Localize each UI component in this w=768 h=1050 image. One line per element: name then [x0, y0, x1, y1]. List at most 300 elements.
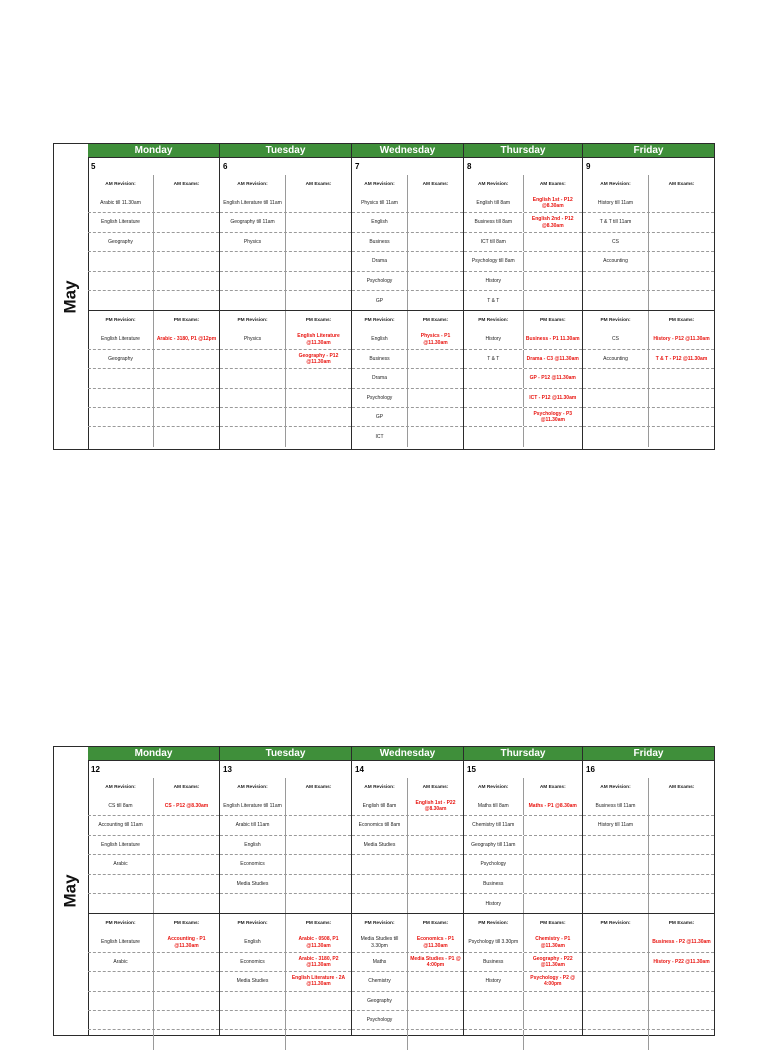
exam-cell: Geography - P12 @11.30am [298, 352, 339, 365]
schedule-row [464, 194, 582, 213]
am-exams-header: AM Exams: [668, 181, 695, 187]
exam-cell [408, 213, 463, 231]
schedule-row [583, 233, 714, 252]
am-slots [583, 194, 714, 310]
exam-cell: English 2nd - P12 @8.30am [531, 216, 574, 229]
pm-slots [352, 330, 463, 446]
exam-cell [524, 894, 583, 913]
schedule-row [583, 836, 714, 855]
schedule-row [352, 194, 463, 213]
exam-cell [649, 875, 714, 893]
schedule-row [464, 1011, 582, 1030]
revision-cell: History [464, 330, 524, 348]
exam-cell [649, 194, 714, 212]
exam-cell [649, 272, 714, 290]
pm-exams-header: PM Exams: [668, 920, 695, 926]
schedule-row [583, 272, 714, 291]
am-slots [220, 194, 351, 310]
date-number: 9 [586, 162, 591, 171]
schedule-row [583, 1011, 714, 1030]
schedule-row [88, 816, 219, 835]
date-number: 14 [355, 765, 364, 774]
schedule-row [583, 194, 714, 213]
day-header: Monday [88, 747, 219, 761]
exam-cell [524, 1030, 583, 1049]
schedule-row [352, 933, 463, 952]
revision-cell [220, 408, 286, 426]
pm-exams-header: PM Exams: [305, 317, 332, 323]
schedule-row [88, 330, 219, 349]
revision-cell [583, 1011, 649, 1029]
am-exams-header: AM Exams: [539, 181, 566, 187]
schedule-row [88, 194, 219, 213]
schedule-row [352, 953, 463, 972]
schedule-row [464, 389, 582, 408]
schedule-row [220, 389, 351, 408]
revision-cell [583, 933, 649, 951]
schedule-row [583, 369, 714, 388]
revision-cell [220, 894, 286, 913]
pm-slots [88, 933, 219, 1049]
revision-cell [88, 389, 154, 407]
exam-cell: Arabic - 3180, P2 @11.30am [298, 955, 339, 968]
revision-cell: English Literature till 11am [220, 194, 286, 212]
revision-cell: History [464, 972, 524, 990]
schedule-row [220, 972, 351, 991]
revision-cell: Economics till 8am [352, 816, 408, 834]
exam-cell [408, 350, 463, 368]
schedule-row [88, 992, 219, 1011]
revision-cell: GP [352, 408, 408, 426]
pm-slots [583, 330, 714, 446]
pm-header-row [352, 311, 463, 330]
date-number: 6 [223, 162, 228, 171]
revision-cell [583, 369, 649, 387]
revision-cell: T & T till 11am [583, 213, 649, 231]
revision-cell: Media Studies [220, 972, 286, 990]
day-column-monday [88, 747, 220, 1035]
am-header-row [464, 175, 582, 194]
exam-cell [524, 816, 583, 834]
week-table [53, 143, 715, 450]
am-header-row [464, 778, 582, 797]
am-slots [352, 797, 463, 913]
pm-exams-header: PM Exams: [422, 317, 449, 323]
schedule-row [220, 369, 351, 388]
exam-cell [649, 797, 714, 815]
revision-cell [88, 291, 154, 310]
exam-cell: Psychology - P2 @ 4:00pm [530, 975, 576, 988]
schedule-row [352, 389, 463, 408]
exam-cell [286, 816, 351, 834]
schedule-row [583, 855, 714, 874]
exam-cell [286, 369, 351, 387]
revision-cell: Psychology [352, 1011, 408, 1029]
revision-cell: Psychology till 8am [464, 252, 524, 270]
am-revision-header: AM Revision: [88, 175, 154, 194]
am-slots [88, 194, 219, 310]
schedule-row [464, 369, 582, 388]
exam-cell [286, 389, 351, 407]
exam-cell [408, 894, 463, 913]
schedule-row [220, 933, 351, 952]
day-column-thursday [464, 144, 583, 449]
pm-revision-header: PM Revision: [464, 311, 524, 330]
revision-cell [88, 894, 154, 913]
date-number: 15 [467, 765, 476, 774]
exam-cell [286, 194, 351, 212]
exam-cell: Drama - C3 @11.30am [526, 355, 579, 362]
schedule-row [583, 1030, 714, 1049]
exam-cell [524, 272, 583, 290]
day-header: Friday [583, 144, 714, 158]
exam-cell: Geography - P22 @11.30am [532, 955, 573, 968]
exam-cell [524, 427, 583, 446]
schedule-row [220, 1030, 351, 1049]
exam-cell: CS - P12 @8.30am [164, 803, 209, 810]
revision-cell: Media Studies till 3.30pm [352, 933, 408, 951]
exam-cell [408, 194, 463, 212]
schedule-row [464, 992, 582, 1011]
schedule-row [464, 953, 582, 972]
revision-cell [583, 427, 649, 446]
exam-cell [286, 1030, 351, 1049]
schedule-row [464, 350, 582, 369]
revision-cell: Psychology till 3.30pm [464, 933, 524, 951]
exam-cell [649, 427, 714, 446]
days-row [88, 747, 714, 1035]
revision-cell: Geography [88, 233, 154, 251]
exam-cell [154, 408, 219, 426]
pm-slots [464, 330, 582, 446]
revision-cell [88, 427, 154, 446]
exam-cell [524, 855, 583, 873]
schedule-row [220, 408, 351, 427]
pm-header-row [464, 914, 582, 933]
exam-cell [649, 992, 714, 1010]
exam-cell [154, 836, 219, 854]
exam-cell [286, 797, 351, 815]
revision-cell [220, 291, 286, 310]
am-header-row [220, 175, 351, 194]
am-revision-header: AM Revision: [464, 175, 524, 194]
revision-cell: Business [464, 875, 524, 893]
am-header-row [220, 778, 351, 797]
schedule-row [464, 408, 582, 427]
revision-cell [352, 1030, 408, 1049]
exam-cell [154, 972, 219, 990]
day-header: Wednesday [352, 144, 463, 158]
revision-cell [220, 272, 286, 290]
exam-cell [649, 894, 714, 913]
pm-header-row [583, 914, 714, 933]
exam-cell [408, 1011, 463, 1029]
revision-cell: Physics [220, 233, 286, 251]
exam-cell [286, 272, 351, 290]
schedule-row [352, 233, 463, 252]
schedule-row [352, 291, 463, 310]
schedule-row [220, 816, 351, 835]
schedule-row [464, 1030, 582, 1049]
am-revision-header: AM Revision: [220, 778, 286, 797]
schedule-row [88, 933, 219, 952]
revision-cell [583, 272, 649, 290]
revision-cell [583, 836, 649, 854]
date-number: 12 [91, 765, 100, 774]
pm-revision-header: PM Revision: [88, 914, 154, 933]
am-slots [583, 797, 714, 913]
revision-cell [88, 408, 154, 426]
schedule-row [88, 836, 219, 855]
pm-exams-header: PM Exams: [539, 317, 566, 323]
revision-cell: Psychology [464, 855, 524, 873]
day-header: Wednesday [352, 747, 463, 761]
revision-cell [464, 1030, 524, 1049]
exam-cell [408, 1030, 463, 1049]
exam-cell: Economics - P1 @11.30am [416, 936, 455, 949]
exam-cell: History - P12 @11.30am [653, 336, 710, 343]
exam-cell [286, 875, 351, 893]
schedule-row [88, 369, 219, 388]
exam-cell [524, 291, 583, 310]
schedule-row [583, 330, 714, 349]
pm-header-row [220, 914, 351, 933]
revision-cell: English Literature till 11am [220, 797, 286, 815]
exam-cell [286, 992, 351, 1010]
pm-exams-header: PM Exams: [668, 317, 695, 323]
revision-cell: ICT till 8am [464, 233, 524, 251]
schedule-row [220, 213, 351, 232]
pm-exams-header: PM Exams: [422, 920, 449, 926]
exam-cell: ICT - P12 @11.30am [529, 394, 577, 401]
exam-cell [408, 875, 463, 893]
exam-cell: Business - P1 11.30am [525, 336, 580, 343]
am-exams-header: AM Exams: [422, 181, 449, 187]
month-label-cell [54, 747, 89, 1035]
pm-revision-header: PM Revision: [352, 914, 408, 933]
pm-header-row [88, 914, 219, 933]
exam-cell [286, 252, 351, 270]
schedule-row [352, 855, 463, 874]
exam-cell [649, 389, 714, 407]
schedule-row [464, 330, 582, 349]
exam-cell: English 1st - P22 @8.30am [415, 799, 456, 813]
schedule-row [220, 894, 351, 913]
exam-cell [649, 1011, 714, 1029]
revision-cell: Accounting [583, 252, 649, 270]
schedule-row [88, 389, 219, 408]
revision-cell: History till 11am [583, 816, 649, 834]
schedule-row [88, 855, 219, 874]
exam-cell [408, 855, 463, 873]
exam-cell [408, 291, 463, 310]
exam-cell [524, 992, 583, 1010]
month-label: May [60, 279, 80, 314]
schedule-row [583, 816, 714, 835]
pm-slots [220, 933, 351, 1049]
revision-cell: Arabic [88, 855, 154, 873]
revision-cell: English Literature [88, 836, 154, 854]
day-header: Friday [583, 747, 714, 761]
day-header: Tuesday [220, 144, 351, 158]
exam-cell [649, 252, 714, 270]
exam-cell [286, 855, 351, 873]
schedule-row [583, 389, 714, 408]
schedule-row [464, 427, 582, 446]
exam-cell [408, 427, 463, 446]
revision-cell [220, 427, 286, 446]
exam-cell: Media Studies - P1 @ 4:00pm [410, 955, 461, 968]
exam-cell [154, 953, 219, 971]
revision-cell: Psychology [352, 272, 408, 290]
revision-cell: Business till 8am [464, 213, 524, 231]
schedule-row [464, 894, 582, 913]
schedule-row [220, 855, 351, 874]
pm-exams-header: PM Exams: [173, 317, 200, 323]
revision-cell [583, 291, 649, 310]
revision-cell [220, 1011, 286, 1029]
schedule-row [220, 291, 351, 310]
exam-cell: Arabic - 3180, P1 @12pm [156, 336, 217, 343]
am-revision-header: AM Revision: [352, 778, 408, 797]
revision-cell [88, 369, 154, 387]
day-header: Monday [88, 144, 219, 158]
revision-cell [88, 875, 154, 893]
schedule-row [352, 797, 463, 816]
schedule-row [88, 408, 219, 427]
exam-cell [286, 291, 351, 310]
revision-cell: Economics [220, 855, 286, 873]
exam-cell [649, 972, 714, 990]
revision-cell: Accounting till 11am [88, 816, 154, 834]
revision-cell: Business till 11am [583, 797, 649, 815]
schedule-row [88, 875, 219, 894]
revision-cell: Business [352, 350, 408, 368]
revision-cell [583, 875, 649, 893]
revision-cell [352, 894, 408, 913]
date-number: 16 [586, 765, 595, 774]
exam-cell [154, 213, 219, 231]
revision-cell: English [220, 933, 286, 951]
am-header-row [88, 175, 219, 194]
revision-cell: History till 11am [583, 194, 649, 212]
am-revision-header: AM Revision: [464, 778, 524, 797]
week-table [53, 746, 715, 1036]
schedule-row [220, 330, 351, 349]
revision-cell: Maths till 8am [464, 797, 524, 815]
schedule-row [352, 350, 463, 369]
exam-cell [154, 233, 219, 251]
schedule-row [88, 427, 219, 446]
exam-cell [649, 1030, 714, 1049]
pm-exams-header: PM Exams: [305, 920, 332, 926]
schedule-row [88, 291, 219, 310]
exam-cell: Physics - P1 @11.30am [420, 333, 451, 346]
schedule-row [583, 427, 714, 446]
exam-cell: GP - P12 @11.30am [529, 375, 576, 382]
schedule-row [352, 875, 463, 894]
exam-cell [408, 992, 463, 1010]
day-column-monday [88, 144, 220, 449]
day-column-thursday [464, 747, 583, 1035]
exam-cell: English 1st - P12 @8.30am [532, 196, 573, 210]
revision-cell: English till 8am [464, 194, 524, 212]
revision-cell: Business [464, 953, 524, 971]
revision-cell: Arabic till 11am [220, 816, 286, 834]
revision-cell: CS [583, 233, 649, 251]
am-exams-header: AM Exams: [173, 784, 200, 790]
am-header-row [583, 175, 714, 194]
revision-cell [464, 408, 524, 426]
schedule-row [352, 330, 463, 349]
exam-cell [154, 252, 219, 270]
exam-cell [286, 894, 351, 913]
schedule-row [220, 233, 351, 252]
date-number: 13 [223, 765, 232, 774]
schedule-row [583, 408, 714, 427]
am-header-row [583, 778, 714, 797]
revision-cell [583, 894, 649, 913]
schedule-row [583, 797, 714, 816]
am-revision-header: AM Revision: [88, 778, 154, 797]
exam-cell [408, 836, 463, 854]
exam-cell [154, 894, 219, 913]
schedule-row [88, 350, 219, 369]
revision-cell: Accounting [583, 350, 649, 368]
am-slots [220, 797, 351, 913]
schedule-row [352, 408, 463, 427]
revision-cell: T & T [464, 291, 524, 310]
schedule-row [220, 875, 351, 894]
schedule-row [88, 972, 219, 991]
revision-cell: Chemistry till 11am [464, 816, 524, 834]
exam-cell [524, 836, 583, 854]
schedule-row [88, 797, 219, 816]
revision-cell: Drama [352, 369, 408, 387]
exam-cell [649, 836, 714, 854]
month-label: May [60, 874, 80, 908]
am-exams-header: AM Exams: [173, 181, 200, 187]
exam-cell [524, 233, 583, 251]
revision-cell: CS [583, 330, 649, 348]
exam-cell: English Literature @11.30am [297, 333, 340, 346]
revision-cell: History [464, 894, 524, 913]
exam-cell [154, 389, 219, 407]
exam-cell [286, 836, 351, 854]
schedule-row [352, 1030, 463, 1049]
day-header: Thursday [464, 747, 582, 761]
revision-cell [220, 369, 286, 387]
pm-exams-header: PM Exams: [173, 920, 200, 926]
revision-cell [220, 350, 286, 368]
schedule-row [220, 350, 351, 369]
schedule-row [88, 953, 219, 972]
revision-cell [583, 1030, 649, 1049]
schedule-row [583, 252, 714, 271]
pm-revision-header: PM Revision: [583, 311, 649, 330]
am-slots [352, 194, 463, 310]
exam-cell [408, 972, 463, 990]
exam-cell: Psychology - P3 @11.30am [533, 410, 573, 424]
pm-revision-header: PM Revision: [583, 914, 649, 933]
revision-cell: Geography [352, 992, 408, 1010]
schedule-row [583, 894, 714, 913]
day-column-tuesday [220, 144, 352, 449]
revision-cell [464, 389, 524, 407]
revision-cell: Maths [352, 953, 408, 971]
pm-header-row [88, 311, 219, 330]
schedule-row [220, 953, 351, 972]
